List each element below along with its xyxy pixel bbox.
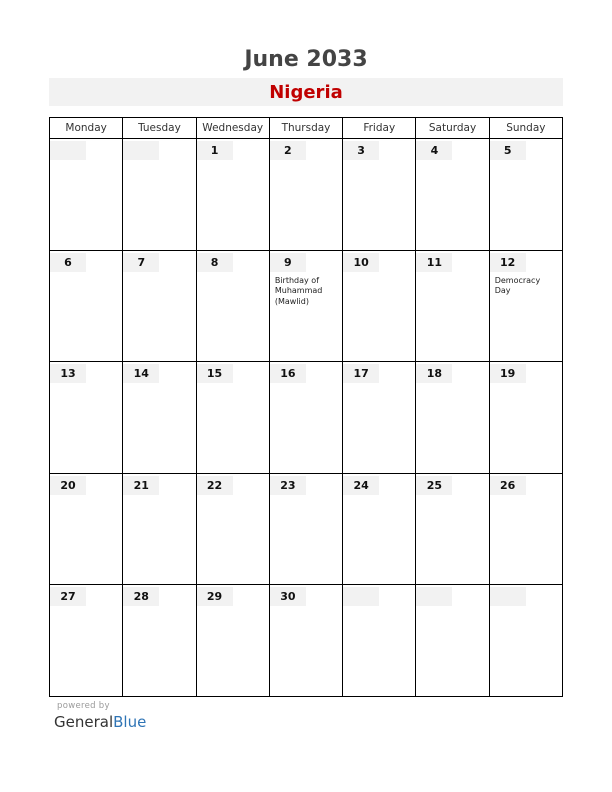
day-cell bbox=[343, 585, 416, 697]
day-cell bbox=[50, 362, 123, 474]
weekday-header: Tuesday bbox=[123, 118, 196, 139]
day-cell bbox=[123, 473, 196, 585]
day-cell bbox=[50, 585, 123, 697]
calendar-grid bbox=[49, 117, 563, 697]
day-number: 1 bbox=[197, 141, 233, 160]
day-number bbox=[343, 587, 379, 606]
day-cell bbox=[489, 250, 562, 362]
day-number: 2 bbox=[270, 141, 306, 160]
logo-blue-text: Blue bbox=[113, 713, 147, 731]
day-cell bbox=[343, 473, 416, 585]
day-cell bbox=[489, 362, 562, 474]
day-number: 13 bbox=[50, 364, 86, 383]
day-cell bbox=[123, 139, 196, 251]
day-cell bbox=[196, 585, 269, 697]
day-number: 6 bbox=[50, 253, 86, 272]
generalblue-logo[interactable] bbox=[54, 713, 146, 731]
day-number: 19 bbox=[490, 364, 526, 383]
page-title: June 2033 bbox=[244, 47, 368, 72]
weekday-header: Monday bbox=[50, 118, 123, 139]
day-cell bbox=[50, 139, 123, 251]
day-number: 7 bbox=[123, 253, 159, 272]
day-number: 4 bbox=[416, 141, 452, 160]
day-number: 22 bbox=[197, 476, 233, 495]
week-row bbox=[50, 250, 563, 362]
day-cell bbox=[269, 250, 342, 362]
day-number: 27 bbox=[50, 587, 86, 606]
holiday-label: Birthday of Muhammad (Mawlid) bbox=[274, 275, 323, 306]
day-cell bbox=[196, 362, 269, 474]
holiday-label: Democracy Day bbox=[494, 275, 541, 296]
day-number: 14 bbox=[123, 364, 159, 383]
week-row bbox=[50, 362, 563, 474]
weekday-header: Friday bbox=[343, 118, 416, 139]
day-cell bbox=[343, 139, 416, 251]
day-number: 17 bbox=[343, 364, 379, 383]
day-number: 30 bbox=[270, 587, 306, 606]
logo-general-text: General bbox=[54, 713, 114, 731]
day-number: 5 bbox=[490, 141, 526, 160]
day-cell bbox=[416, 139, 489, 251]
day-cell bbox=[489, 473, 562, 585]
day-cell bbox=[123, 250, 196, 362]
day-number: 21 bbox=[123, 476, 159, 495]
day-number: 16 bbox=[270, 364, 306, 383]
week-row bbox=[50, 473, 563, 585]
day-cell bbox=[269, 362, 342, 474]
day-cell bbox=[489, 585, 562, 697]
day-number: 18 bbox=[416, 364, 452, 383]
day-cell bbox=[269, 585, 342, 697]
day-cell bbox=[416, 362, 489, 474]
day-cell bbox=[50, 250, 123, 362]
day-number: 9 bbox=[270, 253, 306, 272]
day-number: 26 bbox=[490, 476, 526, 495]
day-cell bbox=[123, 585, 196, 697]
week-row bbox=[50, 139, 563, 251]
day-number: 12 bbox=[490, 253, 526, 272]
weekday-header: Saturday bbox=[416, 118, 489, 139]
day-cell bbox=[50, 473, 123, 585]
day-number: 10 bbox=[343, 253, 379, 272]
day-number: 3 bbox=[343, 141, 379, 160]
day-number: 15 bbox=[197, 364, 233, 383]
weekday-header-row bbox=[50, 118, 563, 139]
weekday-header: Sunday bbox=[489, 118, 562, 139]
day-number bbox=[416, 587, 452, 606]
day-number: 25 bbox=[416, 476, 452, 495]
country-name: Nigeria bbox=[269, 82, 343, 103]
week-row bbox=[50, 585, 563, 697]
day-cell bbox=[196, 139, 269, 251]
day-number: 11 bbox=[416, 253, 452, 272]
day-cell bbox=[343, 362, 416, 474]
day-cell bbox=[416, 585, 489, 697]
day-number: 28 bbox=[123, 587, 159, 606]
weekday-header: Thursday bbox=[269, 118, 342, 139]
day-number: 20 bbox=[50, 476, 86, 495]
day-number: 29 bbox=[197, 587, 233, 606]
day-cell bbox=[416, 473, 489, 585]
day-cell bbox=[269, 473, 342, 585]
country-banner bbox=[49, 78, 563, 106]
day-number: 8 bbox=[197, 253, 233, 272]
day-number: 23 bbox=[270, 476, 306, 495]
day-number: 24 bbox=[343, 476, 379, 495]
day-cell bbox=[269, 139, 342, 251]
day-number bbox=[50, 141, 86, 160]
day-number bbox=[123, 141, 159, 160]
day-cell bbox=[489, 139, 562, 251]
day-number bbox=[490, 587, 526, 606]
day-cell bbox=[343, 250, 416, 362]
weekday-header: Wednesday bbox=[196, 118, 269, 139]
day-cell bbox=[196, 473, 269, 585]
day-cell bbox=[416, 250, 489, 362]
day-cell bbox=[123, 362, 196, 474]
powered-by-text: powered by bbox=[57, 701, 110, 711]
day-cell bbox=[196, 250, 269, 362]
